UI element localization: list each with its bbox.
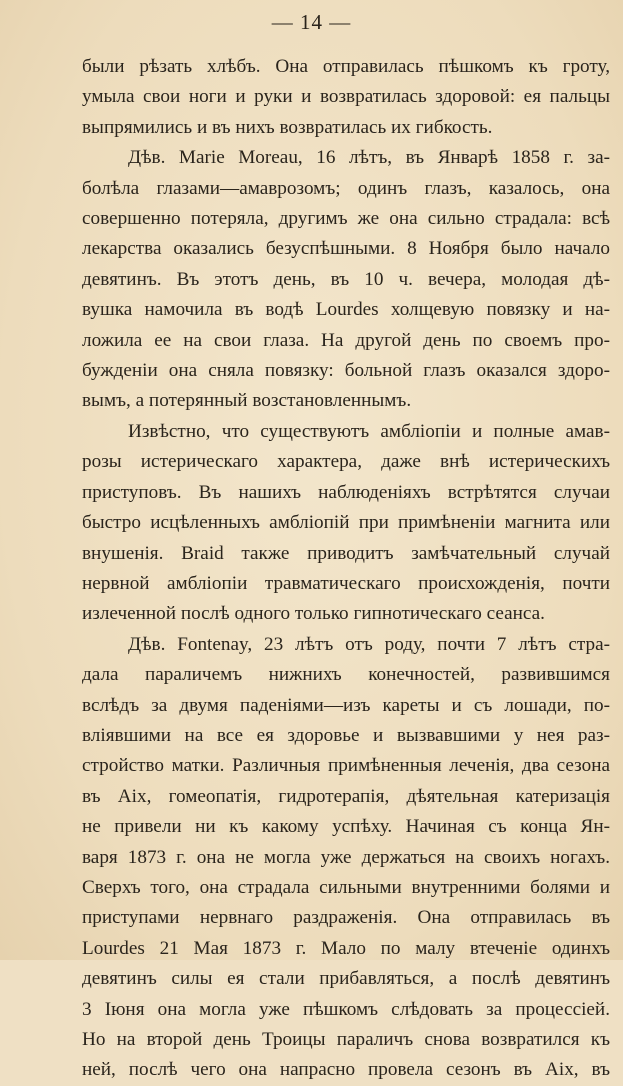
text-line: были рѣзать хлѣбъ. Она отправилась пѣшкомъ къ гроту, [82, 56, 610, 77]
text-line: ложила ее на свои глаза. На другой день по своемъ про- [82, 329, 610, 351]
text-line: быстро исцѣленныхъ амбліопій при примѣненіи магнита или [82, 512, 610, 534]
text-line: девятинъ силы ея стали прибавляться, а послѣ девятинъ [82, 968, 610, 990]
text-line: стройство матки. Различныя примѣненныя леченія, два сезона [82, 755, 610, 777]
text-line: выпрямились и въ нихъ возвратилась их гибкость. [82, 116, 493, 138]
text-line: не привели ни къ какому успѣху. Начиная съ конца Ян- [82, 816, 610, 838]
text-line: бужденіи она сняла повязку: больной глазъ оказался здоро- [82, 360, 610, 382]
text-line: Извѣстно, что существуютъ амбліопіи и полные амав- [128, 420, 610, 442]
text-line: внушенія. Braid также приводитъ замѣчательный случай [82, 542, 610, 564]
text-line: 3 Іюня она могла уже пѣшкомъ слѣдовать за процессіей. [82, 998, 610, 1020]
text-line: Дѣв. Fontenay, 23 лѣтъ отъ роду, почти 7 лѣтъ стра- [128, 633, 610, 655]
text-line: вліявшими на все ея здоровье и вызвавшими у нея раз- [82, 724, 610, 746]
text-line: въ Aix, гомеопатія, гидротерапія, дѣятельная катеризація [82, 785, 610, 807]
text-line: дала параличемъ нижнихъ конечностей, развившимся [82, 664, 610, 686]
text-line: умыла свои ноги и руки и возвратилась здоровой: ея пальцы [82, 86, 610, 108]
text-line: вымъ, а потерянный возстановленнымъ. [82, 390, 412, 412]
text-line: вслѣдъ за двумя паденіями—изъ кареты и съ лошади, по- [82, 694, 610, 716]
text-line: девятинъ. Въ этотъ день, въ 10 ч. вечера, молодая дѣ- [82, 268, 610, 290]
text-line: приступовъ. Въ нашихъ наблюденіяхъ встрѣтятся случаи [82, 481, 610, 503]
text-line: нервной амбліопіи травматическаго происхожденія, почти [82, 572, 610, 594]
page-text [82, 52, 610, 1086]
text-line: совершенно потеряла, другимъ же она сильно страдала: всѣ [82, 208, 610, 230]
text-line: ней, послѣ чего она напрасно провела сезонъ въ Aix, въ [82, 1059, 610, 1081]
text-line: розы истерическаго характера, даже внѣ истерическихъ [82, 451, 610, 473]
text-line: вушка намочила въ водѣ Lourdes холщевую повязку и на- [82, 299, 610, 321]
text-line: Lourdes 21 Мая 1873 г. Мало по малу втеченіе одинхъ [82, 937, 610, 959]
text-line: Сверхъ того, она страдала сильными внутренними болями и [82, 876, 610, 898]
text-line: варя 1873 г. она не могла уже держаться на своихъ ногахъ. [82, 846, 610, 868]
text-line: болѣла глазами—амаврозомъ; одинъ глазъ, казалось, она [82, 177, 610, 199]
text-line: лекарства оказались безуспѣшными. 8 Ноября было начало [82, 238, 610, 260]
text-line: приступами нервнаго раздраженія. Она отправилась въ [82, 907, 610, 929]
text-line: Но на второй день Троицы параличъ снова возвратился къ [82, 1029, 610, 1050]
text-line: излеченной послѣ одного только гипнотическаго сеанса. [82, 603, 545, 625]
page-number: — 14 — [271, 10, 352, 34]
text-line: Дѣв. Marie Moreau, 16 лѣтъ, въ Январѣ 1858 г. за- [128, 147, 610, 169]
